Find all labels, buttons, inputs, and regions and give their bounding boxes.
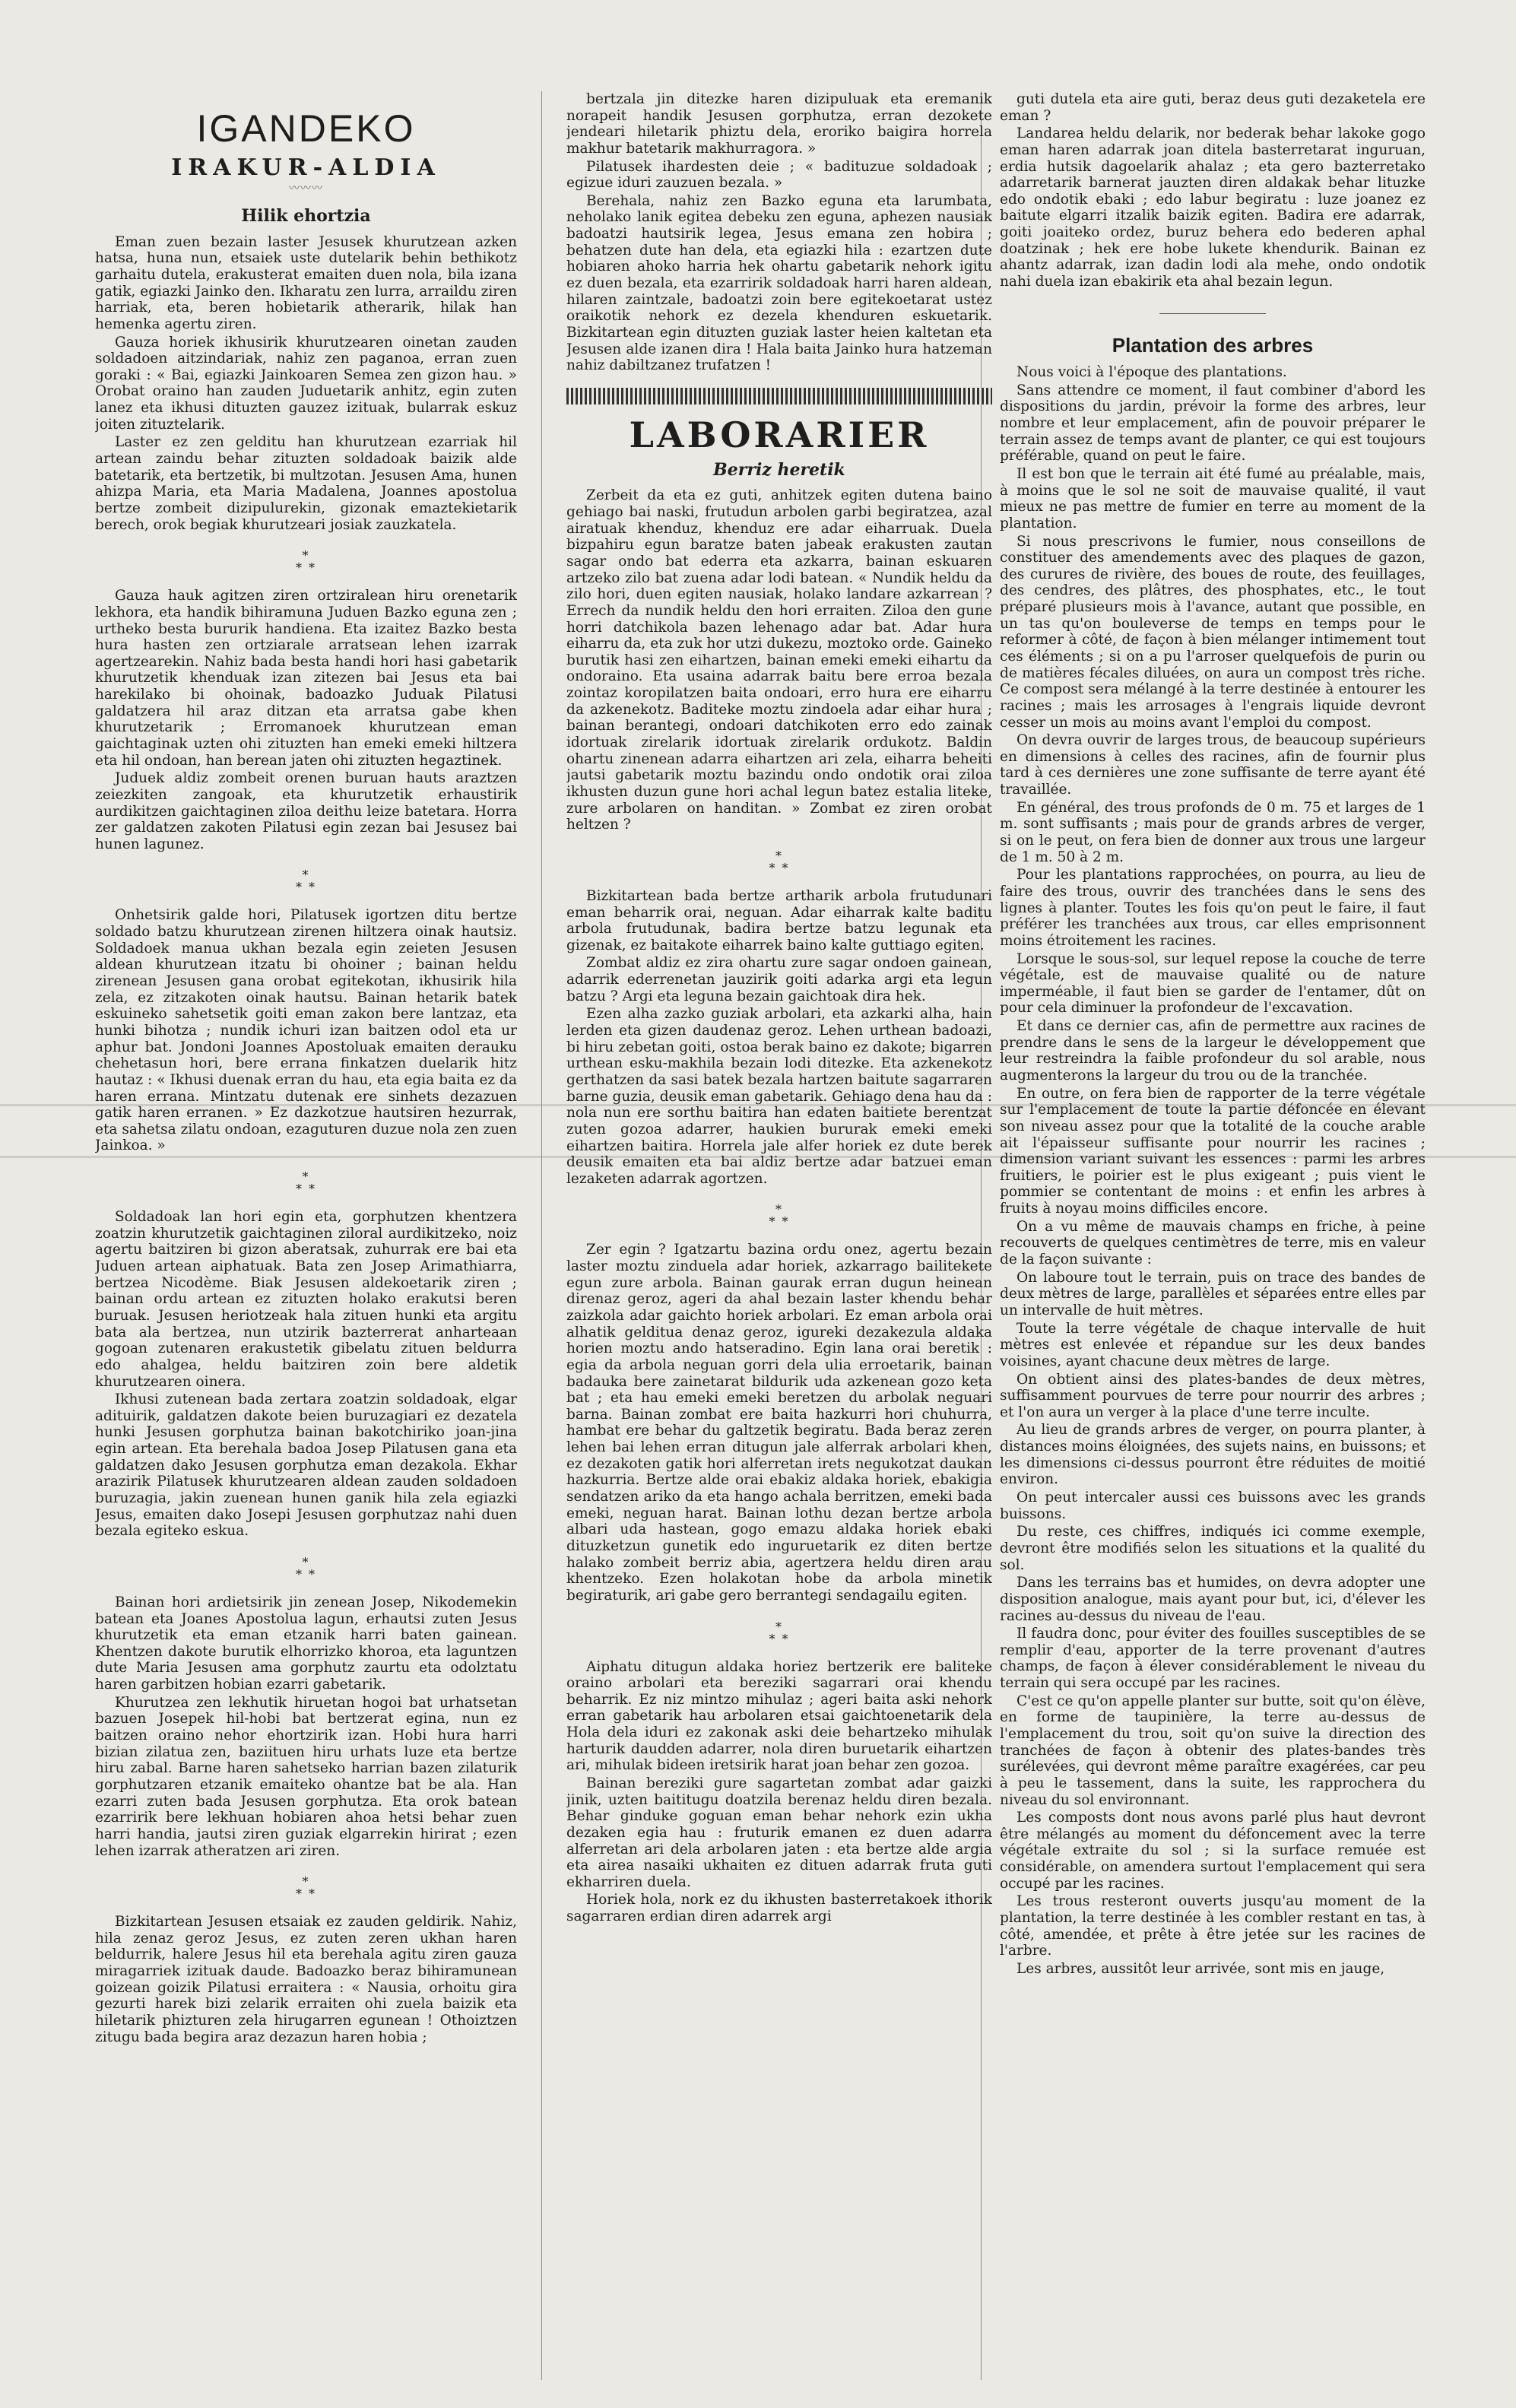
paragraph: Toute la terre végétale de chaque intervalle de huit mètres est enlevée et répandue sur les deux bandes voisines, ayant chacune deux mètres de large. xyxy=(1000,1320,1426,1369)
paragraph: On peut intercaler aussi ces buissons avec les grands buissons. xyxy=(1000,1490,1426,1522)
column-2 xyxy=(566,91,992,2387)
paragraph: Au lieu de grands arbres de verger, on pourra planter, à distances moins éloignées, des sujets nains, en buissons; et les dimensions ci-dessus pourront être réduites de moitié environ. xyxy=(1000,1422,1426,1488)
paragraph: bertzala jin ditezke haren dizipuluak eta eremanik norapeit handik Jesusen gorphutza, erran dezokete jendeari hiletarik phiztu dela, eroriko baigira horrela makhur batetarik makhurragora. » xyxy=(566,91,992,157)
paragraph: C'est ce qu'on appelle planter sur butte, soit qu'on élève, en forme de taupinière, la terre au-dessus de l'emplacement du trou, soit qu'on suive la direction des tranchées de façon à obtenir des plates-bandes très surélevées, qui devront même paraître exagérées, car peu à peu le tassement, dans la suite, les rapprochera du niveau du sol environnant. xyxy=(1000,1693,1426,1808)
paragraph: On laboure tout le terrain, puis on trace des bandes de deux mètres de large, parallèles et séparées entre elles par un intervalle de huit mètres. xyxy=(1000,1269,1426,1318)
column-1 xyxy=(95,91,517,2387)
paragraph: Onhetsirik galde hori, Pilatusek igortzen ditu bertze soldado batzu khurutzean zirenen hiltzera oinak hautsiz. Soldadoek manua ukhan bezala egin zeieten Jesusen aldean khurutzean itzatu bi ohoiner ; bainan heldu zirenean Jesusen gana orobat egitekotan, ikhusirik hila zela, ez zitzakoten oinak hautsu. Bainan hetarik batek eskuineko sahetsetik goiti eman zakon bere lantzaz, eta hunki bihotza ; nundik ichuri izan baitzen odol eta ur aphur bat. Jondoni Joannes Apostoluak emaiten derauku chehetasun hori, bere errana finkatzen duelarik hitz hautaz : « Ikhusi duenak erran du hau, eta egia baita ez da haren errana. Mintzatu dutenak ere sinhets dezazuen gatik haren erranen. » Ez dazkotzue hautsiren hezurrak, eta sahetsa zilatu ondoan, ezaguturen duzue nola zen zuen Jainkoa. » xyxy=(95,907,517,1154)
asterism: * * * xyxy=(769,1202,790,1229)
paragraph: Sans attendre ce moment, il faut combiner d'abord les dispositions du jardin, prévoir la forme des arbres, leur nombre et leur emplacement, afin de pouvoir préparer le terrain assez de temps avant de planter, ce qui est toujours préférable, quand on peut le faire. xyxy=(1000,382,1426,465)
paragraph: Soldadoak lan hori egin eta, gorphutzen khentzera zoatzin khurutzetik gaichtaginen ziloral aurdikitzeko, noiz agertu baitziren bi gizon aberatsak, zuhurrak ere bai eta Juduen artean aiphatuak. Bata zen Josep Arimathiarra, bertzea Nicodème. Biak Jesusen aldekoetarik ziren ; bainan ordu artean ez zituzten holako erakutsi beren buruak. Jesusen heriotzeak hala zituen hunki eta argitu bata ala bertzea, nun utzirik bazterrerat anharteaan gogoan zutenaren erakustetik gibelatu zituen beldurra edo ahalgea, heldu baitziren zoin bere aldetik khurutzearen oinera. xyxy=(95,1209,517,1390)
paragraph: Zombat aldiz ez zira ohartu zure sagar ondoen gainean, adarrik ederrenetan jauzirik goiti adarka argi eta legun batzu ? Argi eta leguna bezain gaichtoak dira hek. xyxy=(566,955,992,1004)
paragraph: guti dutela eta aire guti, beraz deus guti dezaketela ere eman ? xyxy=(1000,91,1426,124)
paragraph: Dans les terrains bas et humides, on devra adopter une disposition analogue, mais ayant pour but, ici, d'élever les racines au-dessus du niveau de l'eau. xyxy=(1000,1575,1426,1624)
asterism: * * * xyxy=(295,868,317,895)
paragraph: Pilatusek ihardesten deie ; « badituzue soldadoak ; egizue iduri zauzuen bezala. » xyxy=(566,158,992,192)
paragraph: Gauza hauk agitzen ziren ortziralean hiru orenetarik lekhora, eta handik bihiramuna Juduen Bazko eguna zen ; urtheko besta bururik handiena. Eta izaitez Bazko besta hura hasten zen ortziarale arratsean lehen izarrak agertzearekin. Nahiz bada besta handi hori hasi gabetarik khurutzetik khenduak izan zitezen bai Jesus eta bai harekilako bi ohoinak, badoazko Juduak Pilatusi galdatzera hil araz ditzan eta arratsa gabe khen khurutzetarik ; Erromanoek khurutzean eman gaichtaginak uzten ohi zituzten han emeki emeki hiltzera eta hil ondoan, han berean jaten ohi zituzten hegaztinek. xyxy=(95,588,517,769)
paragraph: Juduek aldiz zombeit orenen buruan hauts araztzen zeiezkiten zangoak, eta khurutzetik erhaustirik aurdikitzen gaichtaginen ziloa deithu leize batetara. Horra zer galdatzen zakoten Pilatusi egin zezan bai Jesusez bai hunen lagunez. xyxy=(95,770,517,852)
section-title: LABORARIER xyxy=(629,414,930,455)
paragraph: Bainan bereziki gure sagartetan zombat adar gaizki jinik, uzten baititugu doatzila berenaz heldu diren bezala. Behar ginduke goguan eman behar nehork ezin ukha dezaken egia hau : fruturik emanen ez duen adarra alferretan ari dela arbolaren jaten : eta bertze alde argia eta airea nasaiki ukhaiten ez dituen adarrak fruta guti ekharriren duela. xyxy=(566,1775,992,1890)
paragraph: Horiek hola, nork ez du ikhusten basterretakoek ithorik sagarraren erdian diren adarrek argi xyxy=(566,1892,992,1925)
paragraph: Bainan hori ardietsirik jin zenean Josep, Nikodemekin batean eta Joanes Apostolua lagun, erhautsi zuten Jesus khurutzetik eta eman etzanik harri baten gainean. Khentzen dakote burutik elhorrizko khoroa, eta laguntzen dute Maria Jesusen ama gorphutz zaurtu eta odolztatu haren garbitzen hobian ezarri gabetarik. xyxy=(95,1594,517,1693)
paragraph: Les arbres, aussitôt leur arrivée, sont mis en jauge, xyxy=(1016,1960,1385,1977)
paragraph: Zer egin ? Igatzartu bazina ordu onez, agertu bezain laster moztu zinduela adar horiek, azkarrago bailitekete egun zure arbola. Bainan gaurak erran dugun heinean direnaz geroz, ageri da ahal bezain laster khendu behar zaizkola adar gaichto horiek arbolari. Ez eman arbola orai alhatik gelditua denaz geroz, igureki dezakezula aldaka horien moztu ando hatseradino. Egin lana orai beretik : egia da arbola neguan gorri dela ulia erroetarik, bainan badauka bere zainetarat bildurik uda azkenean gozo keta bat ; eta hau emeki emeki beretzen du arbolak neguari barna. Bainan zombat ere baita hazkurri hori chuhurra, hambat ere behar du galtzetik begiratu. Bada beraz zeren lehen bai lehen erran ditugun jale alferrak arbolari khen, ez dezakoten gatik hori alferretan irets negukotzat daukan hazkurria. Bertze alde orai ebakiz aldaka horiek, ebakigia sendatzen ariko da eta hango achala berritzen, emeki bada emeki, neguan harat. Bainan lothu dezan bertze arbola albari uda hastean, gogo emazu aldaka horiek ebaki dituzketzun gunetik edo inguruetarik ez diten bertze halako zombeit berriz abia, agertzera heldu diren arau khentzeko. Ezen holakotan hobe da arbola minetik begiraturik, ari gabe gero berrantegi sendagailu egiten. xyxy=(566,1242,992,1604)
paragraph: Eman zuen bezain laster Jesusek khurutzean azken hatsa, huna nun, etsaiek uste dutelarik behin bethikotz garhaitu dutela, erakusterat emaiten duen nola, bila izana gatik, egiazki Jainko den. Ikharatu zen lurra, arraildu ziren harriak, eta, beren hobietarik atherarik, hilak han hemenka agertu ziren. xyxy=(95,233,517,332)
paragraph: Landarea heldu delarik, nor bederak behar lakoke gogo eman haren adarrak joan ditela basterretarat inguruan, erdia hutsik dagoelarik ahalaz ; eta gero bazterretako adarretarik barnerat jauzten diren aldakak behar lituzke edo ondotik ebaki ; edo labur begiratu : luze joanez ez baitute elgarri itzalik baizik egiten. Badira ere adarrak, goiti joaiteko ordez, buruz behera edo bederen aphal doatzinak ; hek ere hobe lukete khendurik. Bainan ez ahantz adarrak, izan dadin lodi ala mehe, ondo ondotik nahi duela izan ebakirik eta ahal bezain legun. xyxy=(1000,125,1426,290)
decorative-banner xyxy=(566,388,992,405)
section-title: Hilik ehortzia xyxy=(241,205,371,226)
paragraph: On obtient ainsi des plates-bandes de deux mètres, suffisamment pourvues de terre pour nourrir des arbres ; et l'on aura un verger à la place d'une terre inculte. xyxy=(1000,1371,1426,1420)
paragraph: En outre, on fera bien de rapporter de la terre végétale sur l'emplacement de toute la partie défoncée en élevant son niveau assez pour que la totalité de la couche arable ait l'épaisseur suffisante pour nourrir les racines ; dimension variant suivant les essences : parmi les arbres fruitiers, le poirier est le plus exigeant ; puis vient le pommier se contentant de moins : et enfin les arbres à fruits à noyau moins difficiles encore. xyxy=(1000,1085,1426,1217)
paragraph: Lorsque le sous-sol, sur lequel repose la couche de terre végétale, est de mauvaise qualité ou de nature imperméable, il faut bien se garder de l'entamer, dût on pour cela diminuer la profondeur de l'excavation. xyxy=(1000,950,1426,1017)
paragraph: Si nous prescrivons le fumier, nous conseillons de constituer des amendements avec des plaques de gazon, des curures de rivière, des boues de route, des feuillages, des cendres, des plâtres, des phosphates, etc., le tout préparé plusieurs mois à l'avance, autant que possible, en un tas qu'on bouleverse de temps en temps pour le reformer à côté, de façon à bien mélanger intimement tout ces éléments ; si on a pu l'arroser quelquefois de purin ou de matières fécales diluées, on aura un compost très riche. Ce compost sera mélangé à la terre destinée à entourer les racines ; mais les arrosages à l'engrais liquide devront cesser un mois au moins avant l'emploi du compost. xyxy=(1000,533,1426,731)
paragraph: Du reste, ces chiffres, indiqués ici comme exemple, devront être modifiés selon les situations et la qualité du sol. xyxy=(1000,1524,1426,1573)
section-subtitle: Berriz heretik xyxy=(713,459,845,480)
masthead-title: IGANDEKO xyxy=(196,107,416,150)
paragraph: Bizkitartean Jesusen etsaiak ez zauden geldirik. Nahiz, hila zenaz geroz Jesus, ez zuten zeren ukhan haren beldurrik, halere Jesus hil eta berehala agitu ziren gauza miragarriek izituak daude. Badoazko beraz bihiramunean goizean goizik Pilatusi erraitera : « Nausia, orhoitu gira gezurti harek bizi zelarik erraiten ohi zuela baizik eta hiletarik phizturen zela hirugarren egunean ! Othoiztzen zitugu bada begira araz dezazun haren hobia ; xyxy=(95,1914,517,2045)
asterism: * * * xyxy=(769,1619,790,1646)
paragraph: Aiphatu ditugun aldaka horiez bertzerik ere baliteke oraino arbolari eta bereziki sagarrari orai khendu beharrik. Ez niz mintzo mihulaz ; ageri baita aski nehork erran gabetarik hau arbolaren etsai gaichtoenetarik dela Hola dela iduri ez zakonak aski deie behartzeko mihulak harturik daudden adarrer, nola diren buruetarik eihartzen ari, mihulak bideen iretsirik harat joan behar zen gozoa. xyxy=(566,1658,992,1774)
paragraph: En général, des trous profonds de 0 m. 75 et larges de 1 m. sont suffisants ; mais pour de grands arbres de verger, si on le peut, on fera bien de donner aux trous une largeur de 1 m. 50 à 2 m. xyxy=(1000,799,1426,865)
paragraph: On devra ouvrir de larges trous, de beaucoup supérieurs en dimensions à celles des racines, afin de fournir plus tard à ces dernières une zone suffisante de terre ayant été travaillée. xyxy=(1000,732,1426,798)
paragraph: Gauza horiek ikhusirik khurutzearen oinetan zauden soldadoen aitzindariak, nahiz zen paganoa, erran zuen goraki : « Bai, egiazki Jainkoaren Semea zen gizon hau. » Orobat oraino han zauden Juduetarik anhitz, egin zuten lanez eta ikhusi dituzten gauzez izituak, bularrak eskuz joiten zituztelarik. xyxy=(95,334,517,433)
asterism: * * * xyxy=(295,548,317,576)
paragraph: Les trous resteront ouverts jusqu'au moment de la plantation, la terre destinée à les combler restant en tas, à côté, amendée, et prête à être jetée sur les racines de l'arbre. xyxy=(1000,1893,1426,1959)
paragraph: Il est bon que le terrain ait été fumé au préalable, mais, à moins que le sol ne soit de mauvaise qualité, il vaut mieux ne pas mettre de fumier en terre au moment de la plantation. xyxy=(1000,465,1426,531)
masthead-subtitle: IRAKUR-ALDIA xyxy=(171,154,441,181)
paragraph: On a vu même de mauvais champs en friche, à peine recouverts de quelques centimètres de terre, mis en valeur de la façon suivante : xyxy=(1000,1218,1426,1268)
decorative-squiggle: 〰〰〰 xyxy=(289,182,323,195)
paragraph: Ezen alha zazko guziak arbolari, eta azkarki alha, hain lerden eta gizen daudenaz geroz. Lehen urthean badoazi, bi hiru zebetan goiti, ostoa berak baino ez dakote; bigarren urthean esku-makhila bezain lodi ditezke. Eta azkenekotz gerthatzen da sasi batek bezala hartzen baitute sagarraren barne guzia, deusik eman gabetarik. Gehiago dena hau da : nola nun ere sorthu baitira han edaten baitiete berentzat zuten gozoa adarrer, haukien bururak emeki emeki eihartzen baitira. Horrela jale alfer horiek ez dute berek deusik emaiten eta bai aldiz bertze adar batzuei eman lezaketen adarrak agortzen. xyxy=(566,1006,992,1187)
asterism: * * * xyxy=(295,1169,317,1197)
asterism: * * * xyxy=(295,1874,317,1902)
paragraph: Pour les plantations rapprochées, on pourra, au lieu de faire des trous, ouvrir des tranchées dans le sens des lignes à planter. Toutes les fois qu'on peut le faire, il faut préférer les tranchées aux trous, car elles emprisonnent moins étroitement les racines. xyxy=(1000,867,1426,949)
paragraph: Bizkitartean bada bertze artharik arbola frutudunari eman beharrik orai, neguan. Adar eiharrak kalte baditu arbola frutudunak, badira bertze batzu legunak eta gizenak, ez baitakote eiharrek baino kalte guttiago egiten. xyxy=(566,887,992,953)
paragraph: Il faudra donc, pour éviter des fouilles susceptibles de se remplir d'eau, apporter de la terre provenant d'autres champs, de façon à élever considérablement le niveau du terrain qui sera occupé par les racines. xyxy=(1000,1626,1426,1692)
paragraph: Et dans ce dernier cas, afin de permettre aux racines de prendre dans le sens de la largeur le développement que leur restreindra la faible profondeur du sol arable, nous augmenterons la largeur du trou ou de la tranchée. xyxy=(1000,1018,1426,1083)
paragraph: Berehala, nahiz zen Bazko eguna eta larumbata, neholako lanik egitea debeku zen eguna, aphezen nausiak badoatzi hautsirik legea, Jesus emana zen hobira ; behatzen dute han dela, eta egiazki hila : ezartzen dute hobiaren ahoko harria hek ohartu gabetarik nehork igitu ez duen bezala, eta ezarririk soldadoak harri haren aldean, hilaren zaintzale, badoatzi zoin bere egitekoetarat ustez oraikotik nehork ez dezela khenduren eskuetarik. Bizkitartean egin dituzten guziak laster heien kaltetan eta Jesusen alde izanen dira ! Hala baita Jainko hura hatzeman nahiz dabiltzanez trufatzen ! xyxy=(566,192,992,374)
asterism: * * * xyxy=(769,848,790,875)
paragraph: Les composts dont nous avons parlé plus haut devront être mélangés au moment du défoncement avec la terre végétale extraite du sol ; si la surface remuée est considérable, on amendera surtout l'emplacement qui sera occupé par les racines. xyxy=(1000,1810,1426,1892)
paragraph: Khurutzea zen lekhutik hiruetan hogoi bat urhatsetan bazuen Josepek hil-hobi bat bertzerat egina, nun ez baitzen oraino nehor ehortzirik izan. Hobi hura harri bizian zilatua zen, baziituen hiru urhats luze eta bertze hiru zabal. Barne haren sahetseko harrian bazen zilaturik gorphutzaren etzanik emaiteko ohantze bat be ala. Han ezarri zuten bada Jesusen gorphutza. Eta orok batean ezarririk bere lekhuan hobiaren ahoa hetsi behar zuen harri handia, jautsi ziren guziak elgarrekin hirirat ; ezen lehen izarrak atheratzen ari ziren. xyxy=(95,1694,517,1859)
masthead xyxy=(95,106,517,195)
paragraph: Zerbeit da eta ez guti, anhitzek egiten dutena baino gehiago bai naski, frutudun arbolen garbi begiratzea, azal airatuak khenduz, khenduz ere adar eiharruak. Duela bizpahiru egun baratze baten jabeak erakusten zautan sagar ondo bat ederra eta azkarra, bainan eskuaren artzeko zilo bat zuena adar lodi batean. « Nundik heldu da zilo hori, duen egiten nausiak, holako landare azkarrean ? Errech da nundik heldu den hori erraiten. Ziloa den gune horri datchikola bazen lehenago adar bat. Adar hura eiharru da, eta zuk hor utzi dukezu, moztoko orde. Gaineko burutik hasi zen eihartzen, bainan emeki emeki eihartu da ondoraino. Eta usaina adarrak baitu bere erroa bezala zointaz koropilatzen baita ondoari, erro hura ere eiharru da azkenekotz. Baditeke moztu zindoela adar eihar hura ; bainan berantegi, ondoari datchikoten erro edo zainak idortuak zirelarik idortuak zirelarik ordukotz. Baldin ohartu zinenean adarra eihartzen ari zela, eiharra beheiti jautsi gabetarik moztu bazindu ondo ondotik orai ziloa ikhusten duzun gune hori achal legun batez estalia liteke, zure arbolaren on handitan. » Zombat ez ziren orobat heltzen ? xyxy=(566,487,992,833)
asterism: * * * xyxy=(295,1554,317,1582)
divider xyxy=(1159,313,1266,314)
section-title: Plantation des arbres xyxy=(1112,333,1314,357)
column-divider xyxy=(541,91,542,2380)
paragraph: Laster ez zen gelditu han khurutzean ezarriak hil artean zaindu behar zituzten soldadoak baizik alde batetarik, eta bertzetik, bi multzotan. Jesusen Ama, hunen ahizpa Maria, eta Maria Madalena, Joannes apostolua bertze zombeit dizipulurekin, gizonak emaztekietarik berech, orok begiak khurutzeari josiak zauzkatela. xyxy=(95,434,517,533)
paragraph: Ikhusi zutenean bada zertara zoatzin soldadoak, elgar adituirik, galdatzen dakote beien buruzagiari ez dezatela hunki Jesusen gorphutza bainan bakotchiriko joan-jina egin artean. Eta berehala badoa Josep Pilatusen gana eta galdatzen dako Jesusen gorphutza eman dezakola. Ekhar arazirik Pilatusek khurutzearen aldean zauden soldadoen buruzagia, jakin zuenean hunen ganik hila zela egiazki Jesus, emaiten dako Josepi Jesusen gorphutzaz nahi duen bezala egiteko eskua. xyxy=(95,1391,517,1540)
column-3 xyxy=(1000,91,1426,2387)
paragraph: Nous voici à l'époque des plantations. xyxy=(1016,364,1287,381)
